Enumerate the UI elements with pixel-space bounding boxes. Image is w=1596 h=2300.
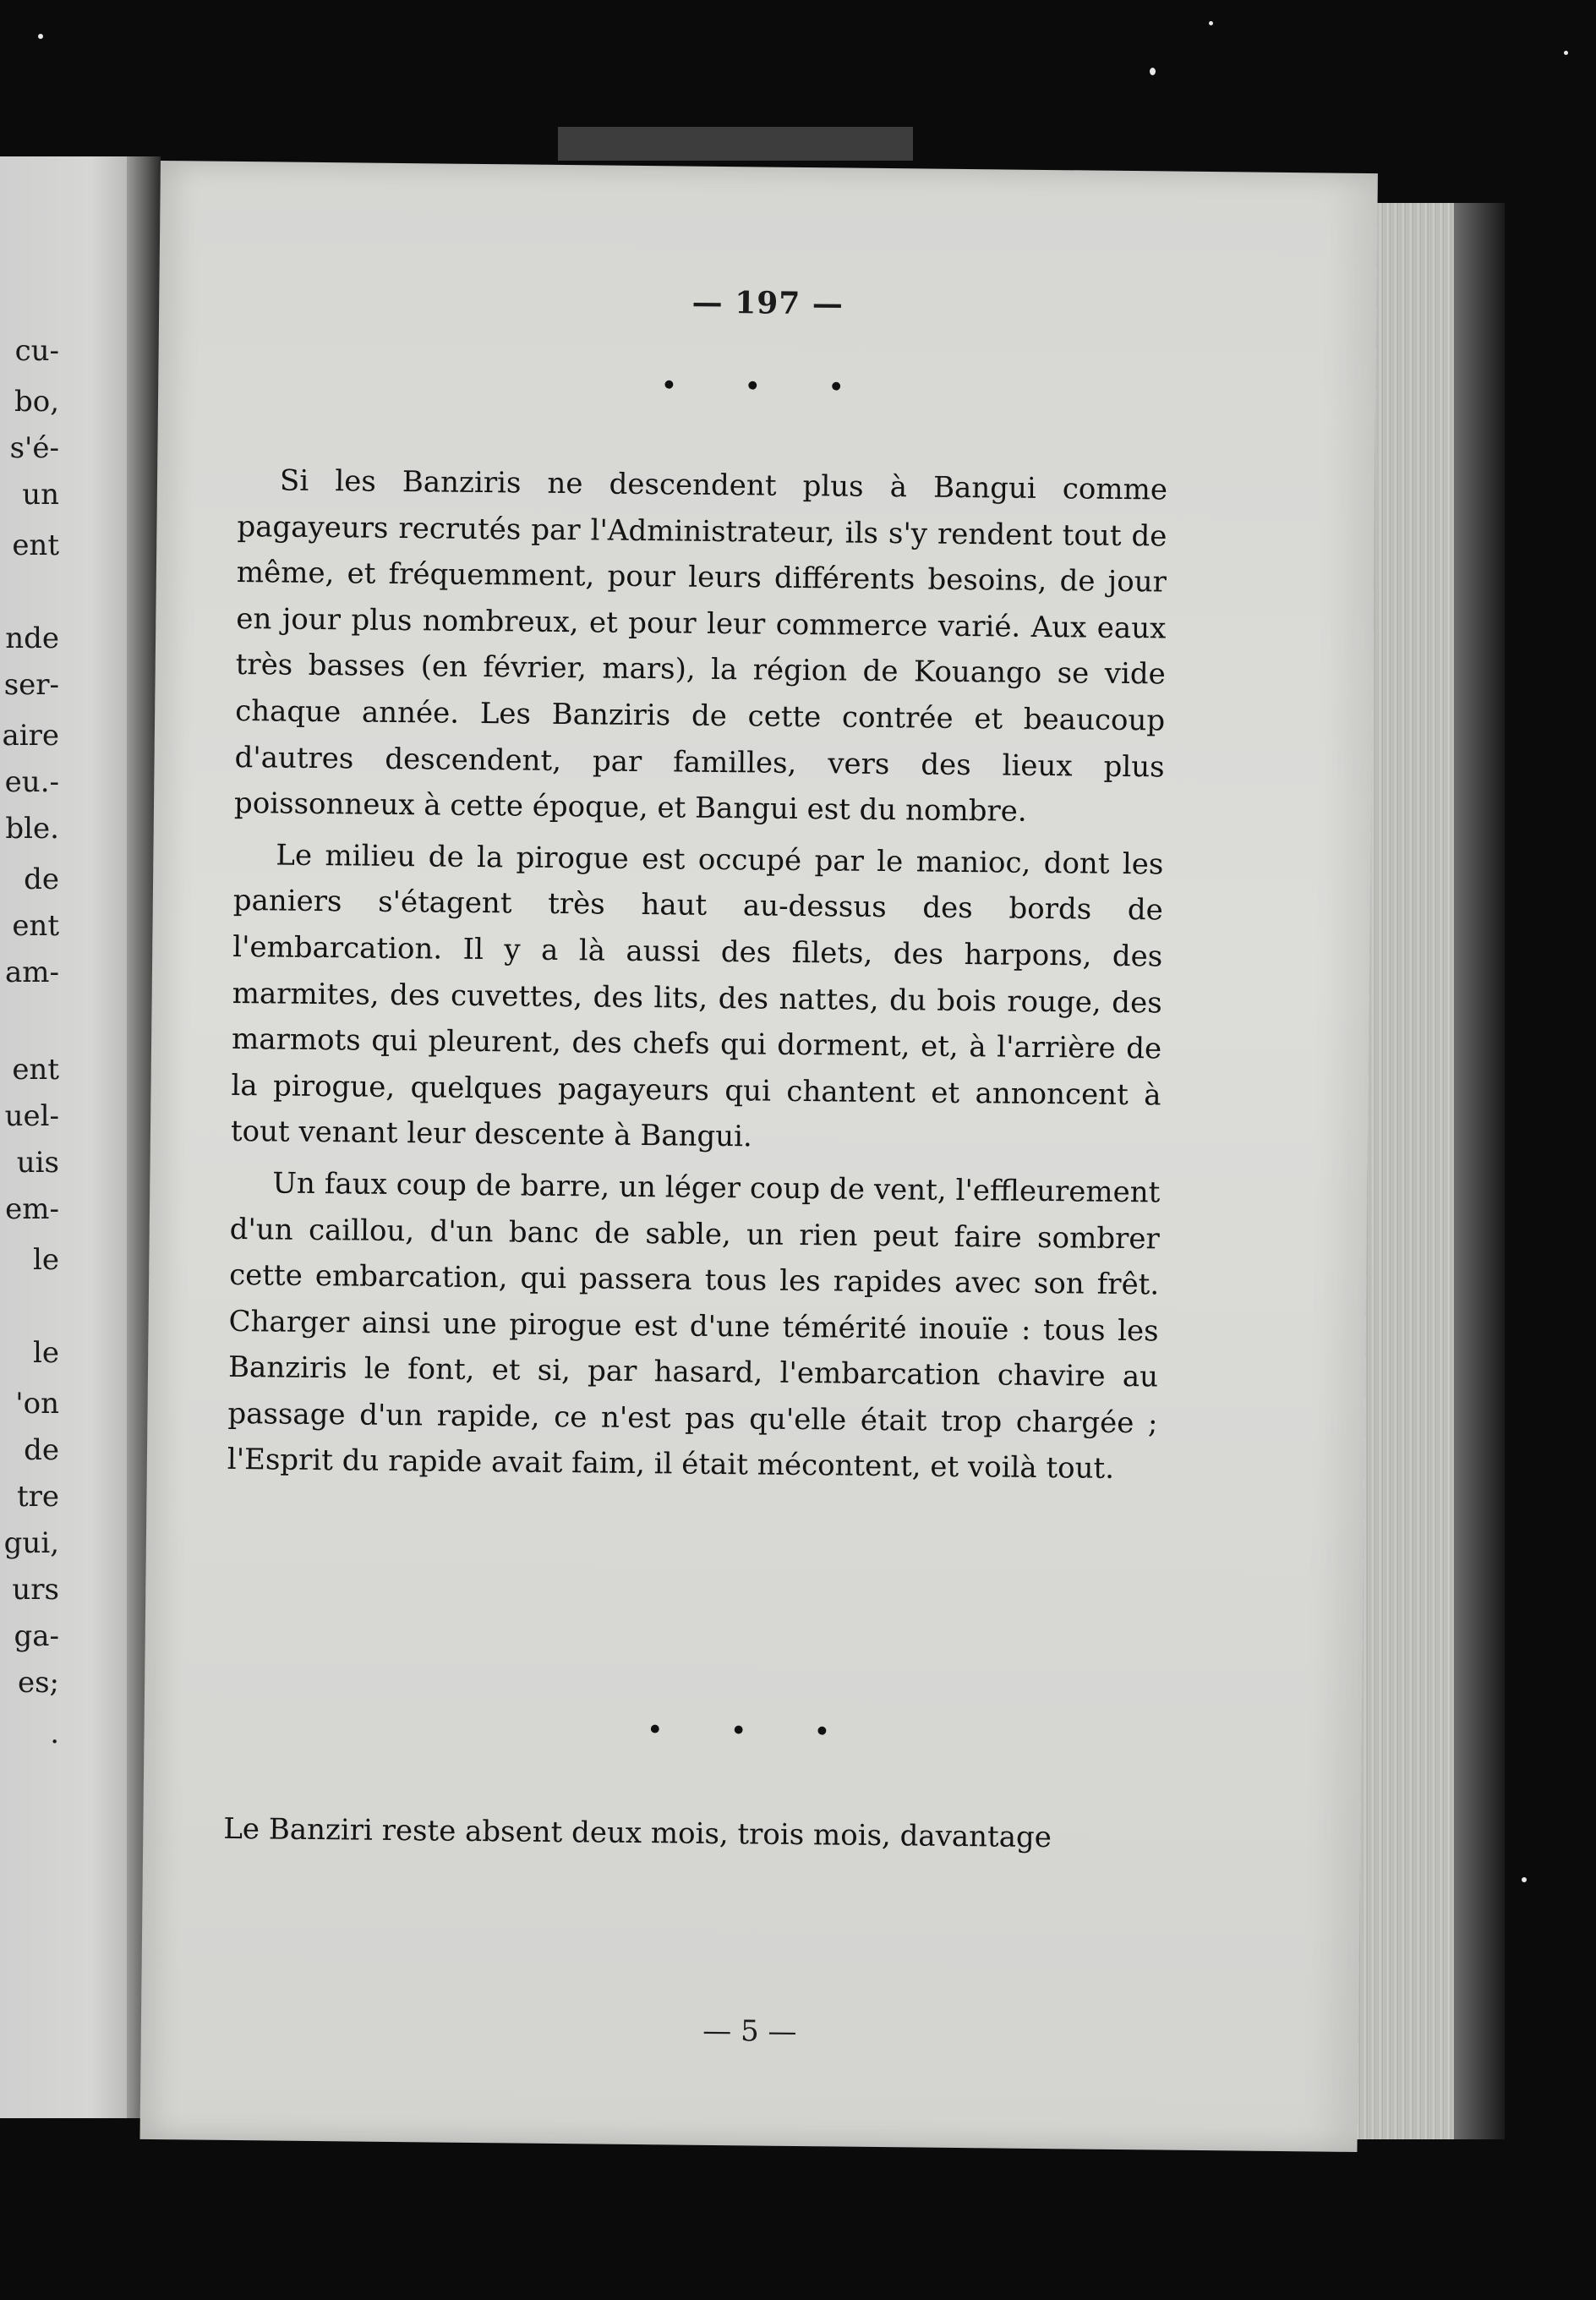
left-page-fragment: ble.: [5, 812, 59, 846]
left-page-fragment: es;: [17, 1666, 59, 1700]
left-page-fragment: .: [50, 1717, 59, 1750]
final-line: Le Banziri reste absent deux mois, trois mois, davantage: [223, 1811, 1052, 1855]
paragraph-1: Si les Banziris ne descendent plus à Bangui comme pagayeurs recrutés par l'Administrateur, ils s'y rendent tout de même, et fréquemment, pour leurs différents besoins, de jour en jour plus nombreux, et pour leur commerce varié. Aux eaux très basses (en février, mars), la région de Kouango se vide chaque année. Les Banziris de cette contrée et beaucoup d'autres descendent, par familles, vers des lieux plus poissonneux à cette époque, et Bangui est du nombre.: [233, 463, 1168, 829]
final-line-block: [223, 1806, 1154, 1862]
paragraph-3: Un faux coup de barre, un léger coup de vent, l'effleurement d'un caillou, d'un banc de sable, un rien peut faire sombrer cette embarcation, qui passera tous les rapides avec son frêt. Charger ainsi une pirogue est d'une témérité inouïe : tous les Banziris le font, et si, par hasard, l'embarcation chavire au passage d'un rapide, ce n'est pas qu'elle était trop chargée ; l'Esprit du rapide avait faim, il était mécontent, et voilà tout.: [227, 1166, 1161, 1487]
left-page-fragment: de: [24, 862, 59, 896]
left-page-fragment: urs: [12, 1573, 59, 1607]
left-page-fragment: ent: [12, 909, 59, 943]
left-page-fragment: de: [24, 1433, 59, 1467]
paragraph-2: Le milieu de la pirogue est occupé par le manioc, dont les paniers s'étagent très haut au-dessus des bords de l'embarcation. Il y a là aussi des filets, des harpons, des marmites, des cuvettes, des lits, des nattes, du bois rouge, des marmots qui pleurent, des chefs qui dorment, et, à l'arrière de la pirogue, quelques pagayeurs qui chantent et annoncent à tout venant leur descente à Bangui.: [230, 838, 1164, 1154]
left-page-fragment: em-: [5, 1192, 59, 1226]
left-page-fragment: tre: [16, 1480, 59, 1514]
left-page-fragment: 'on: [15, 1387, 59, 1421]
left-page-fragment: gui,: [3, 1526, 59, 1560]
page-number: — 197 —: [691, 284, 844, 322]
signature-mark: — 5 —: [702, 2013, 797, 2050]
left-page-fragment: un: [22, 478, 59, 512]
left-page-fragment: ent: [12, 1053, 59, 1087]
dust-speck: [1150, 68, 1156, 75]
dust-speck: [38, 34, 43, 39]
dust-speck: [1209, 21, 1213, 25]
section-break-top: • • •: [660, 369, 874, 405]
dust-speck: [1522, 1877, 1527, 1882]
left-page-fragment: nde: [5, 622, 59, 655]
left-page-fragment: bo,: [14, 385, 59, 419]
left-page-fragment: s'é-: [9, 431, 59, 465]
left-page-fragment: uis: [16, 1146, 59, 1180]
book-top-edge: [558, 127, 913, 161]
left-page-fragment: eu.-: [4, 765, 59, 799]
page-stack-shadow: [1454, 203, 1505, 2139]
left-page-fragment: cu-: [14, 334, 59, 368]
section-break-bottom: • • •: [646, 1713, 860, 1750]
left-page-fragment: ga-: [14, 1619, 59, 1653]
dust-speck: [1564, 51, 1568, 55]
left-page-fragment: ent: [12, 528, 59, 562]
book-page: [139, 161, 1377, 2152]
left-page-fragment: ser-: [3, 668, 59, 702]
left-page-fragment: le: [33, 1336, 59, 1370]
body-text: [227, 457, 1168, 1493]
left-page-fragment: aire: [2, 719, 59, 753]
left-page-fragment: le: [33, 1243, 59, 1277]
left-page-fragment: am-: [5, 956, 59, 989]
left-page-fragment: uel-: [4, 1099, 59, 1133]
